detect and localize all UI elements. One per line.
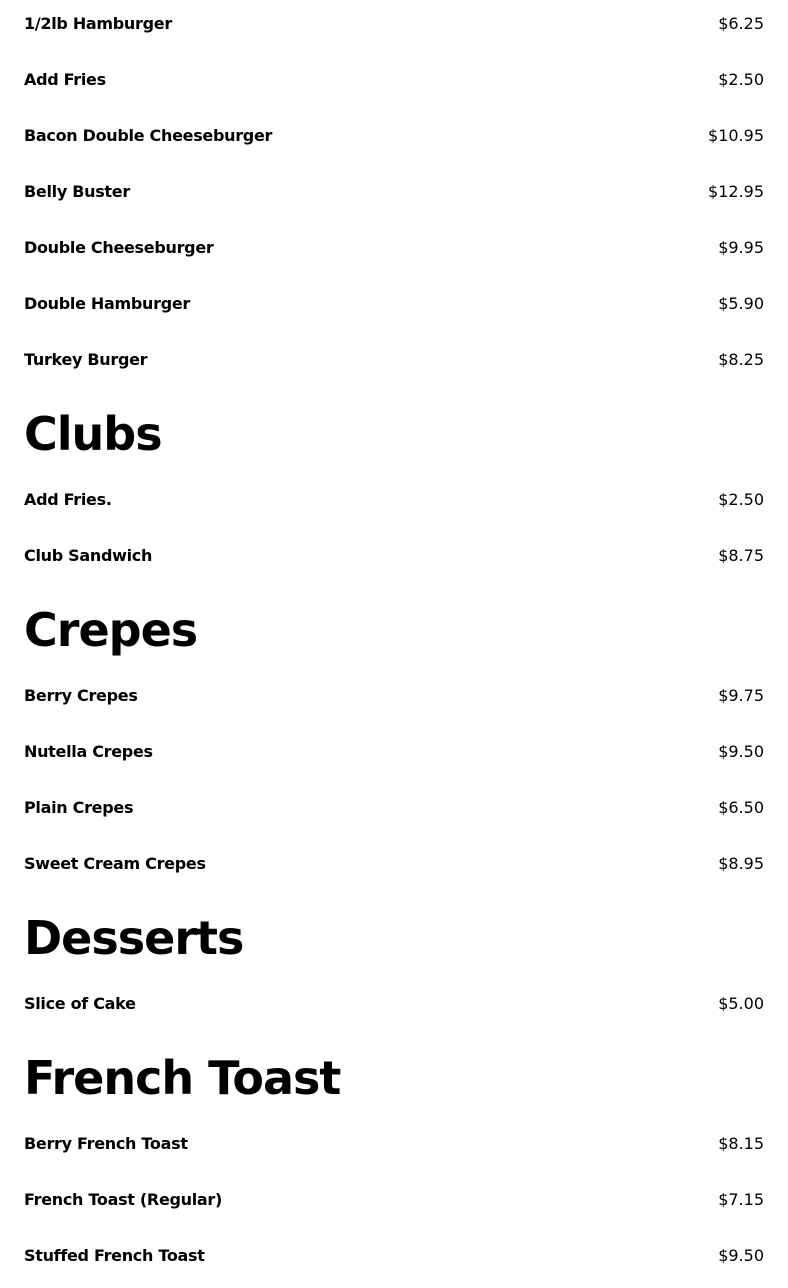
- menu-item[interactable]: [0, 532, 788, 588]
- menu-item[interactable]: [0, 56, 788, 112]
- section-heading: Clubs: [24, 407, 162, 461]
- menu-item-name: Bacon Double Cheeseburger: [24, 126, 273, 145]
- menu-section-burgers: [0, 0, 788, 392]
- menu-item-price: $6.25: [718, 14, 764, 33]
- menu-item[interactable]: [0, 168, 788, 224]
- menu-item-name: Sweet Cream Crepes: [24, 854, 206, 873]
- menu-item[interactable]: [0, 980, 788, 1036]
- menu-item-price: $9.50: [718, 742, 764, 761]
- menu-item[interactable]: [0, 1232, 788, 1288]
- menu-item-price: $12.95: [708, 182, 764, 201]
- menu-item-name: Add Fries: [24, 70, 106, 89]
- menu-item-price: $5.00: [718, 994, 764, 1013]
- menu-item[interactable]: [0, 336, 788, 392]
- menu-section-crepes: [0, 588, 788, 896]
- menu-item-name: Plain Crepes: [24, 798, 134, 817]
- menu-item-price: $9.95: [718, 238, 764, 257]
- menu-item[interactable]: [0, 1120, 788, 1176]
- menu-item-name: Add Fries.: [24, 490, 112, 509]
- menu-item-price: $7.15: [718, 1190, 764, 1209]
- section-heading: French Toast: [24, 1051, 341, 1105]
- menu-item-price: $8.15: [718, 1134, 764, 1153]
- section-heading: Crepes: [24, 603, 198, 657]
- menu-item-price: $6.50: [718, 798, 764, 817]
- menu-item[interactable]: [0, 280, 788, 336]
- menu-item-price: $2.50: [718, 490, 764, 509]
- menu-item[interactable]: [0, 672, 788, 728]
- menu-item-name: French Toast (Regular): [24, 1190, 223, 1209]
- menu-item-price: $8.25: [718, 350, 764, 369]
- menu-item-name: Berry Crepes: [24, 686, 138, 705]
- menu-item[interactable]: [0, 784, 788, 840]
- menu-item[interactable]: [0, 476, 788, 532]
- menu-item[interactable]: [0, 112, 788, 168]
- menu-item-name: Slice of Cake: [24, 994, 136, 1013]
- menu-item-price: $9.50: [718, 1246, 764, 1265]
- menu-item-name: Belly Buster: [24, 182, 130, 201]
- menu-item[interactable]: [0, 840, 788, 896]
- menu-item-price: $10.95: [708, 126, 764, 145]
- menu-section-desserts: [0, 896, 788, 1036]
- menu-item-name: Double Cheeseburger: [24, 238, 214, 257]
- section-heading: Desserts: [24, 911, 244, 965]
- menu-item-price: $9.75: [718, 686, 764, 705]
- menu-item-price: $8.75: [718, 546, 764, 565]
- menu-section-french-toast: [0, 1036, 788, 1288]
- menu-item-price: $5.90: [718, 294, 764, 313]
- menu-item[interactable]: [0, 728, 788, 784]
- menu-item[interactable]: [0, 1176, 788, 1232]
- menu-item-name: Nutella Crepes: [24, 742, 153, 761]
- menu-section-clubs: [0, 392, 788, 588]
- menu-item-name: Stuffed French Toast: [24, 1246, 205, 1265]
- menu-item-name: 1/2lb Hamburger: [24, 14, 172, 33]
- menu-item-name: Double Hamburger: [24, 294, 191, 313]
- menu-item-name: Turkey Burger: [24, 350, 148, 369]
- menu-item-price: $2.50: [718, 70, 764, 89]
- menu-item[interactable]: [0, 0, 788, 56]
- menu-item-name: Club Sandwich: [24, 546, 153, 565]
- menu-item-price: $8.95: [718, 854, 764, 873]
- menu-item[interactable]: [0, 224, 788, 280]
- menu-item-name: Berry French Toast: [24, 1134, 188, 1153]
